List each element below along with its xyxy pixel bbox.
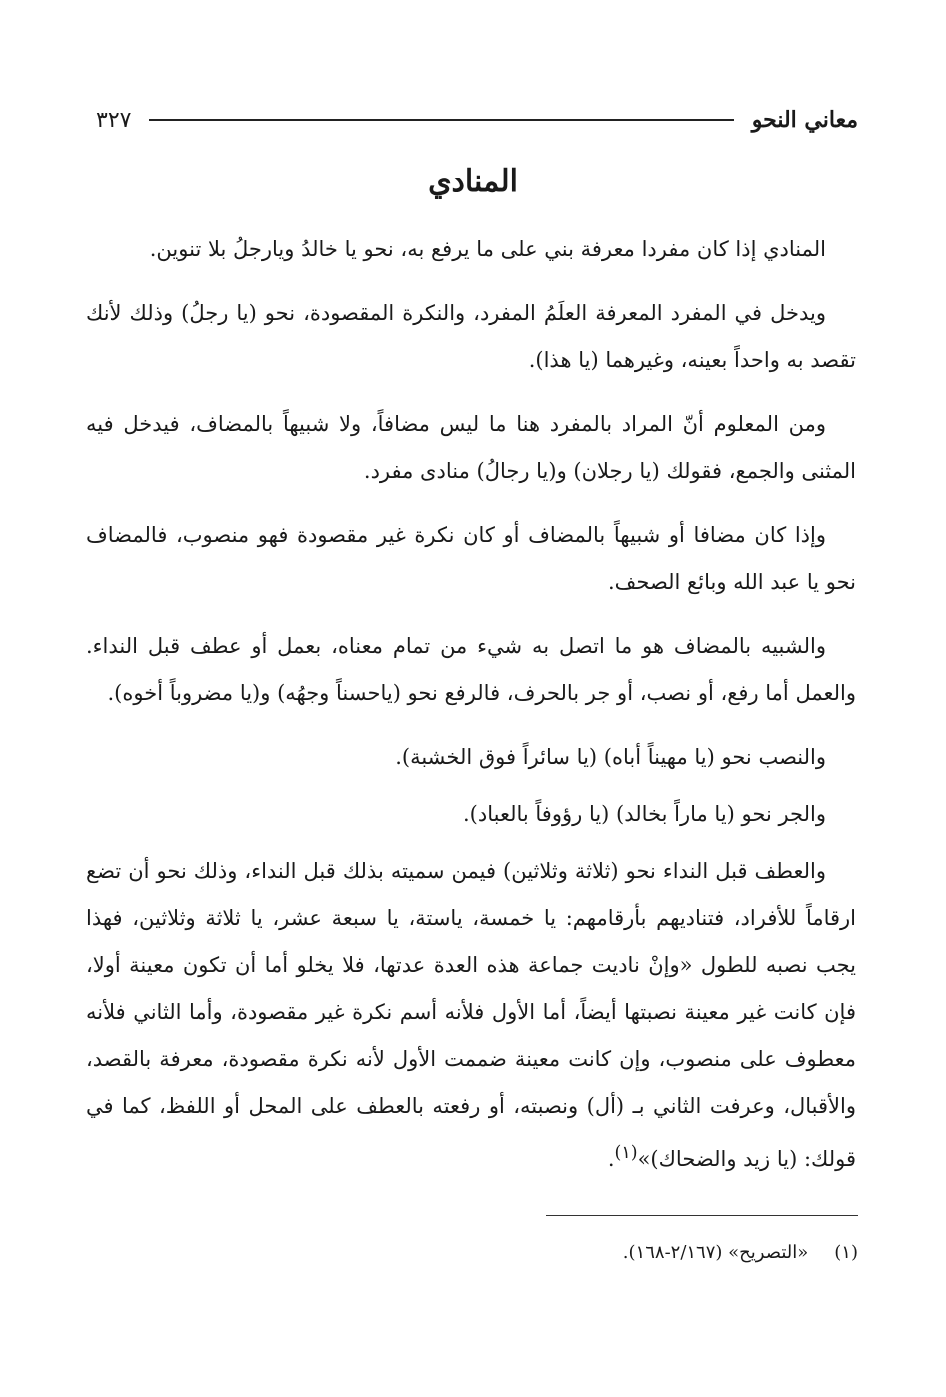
paragraph: المنادي إذا كان مفردا معرفة بني على ما يرفع به، نحو يا خالدُ ويارجلُ بلا تنوين. (149, 237, 826, 261)
paragraph-text: والعطف قبل النداء نحو (ثلاثة وثلاثين) فيمن سميته بذلك قبل النداء، وذلك نحو أن تضع ارقاماً للأفراد، فتناديهم بأرقامهم: يا خمسة، ياستة، يا سبعة عشر، يا ثلاثة وثلاثين، فهذا يجب نصبه للطول «وإنْ ناديت جماعة هذه العدة عدتها، فلا يخلو أما أن تكون معينة أولا، فإن كانت غير معينة نصبتها أيضاً، أما الأول فلأنه أسم نكرة غير مقصودة، وأما الثاني فلأنه معطوف على منصوب، وإن كانت معينة ضممت الأول لأنه نكرة مقصودة، معرفة بالقصد، والأقبال، وعرفت الثاني بـ (أل) ونصبته، أو رفعته بالعطف على المحل أو اللفظ، كما في قولك: (يا زيد والضحاك)» (86, 859, 856, 1171)
paragraph-last (86, 848, 856, 1183)
footnote-rule (546, 1215, 858, 1216)
body-text (86, 226, 856, 1200)
final-punctuation: . (607, 1147, 615, 1171)
paragraph: ويدخل في المفرد المعرفة العلَمُ المفرد، والنكرة المقصودة، نحو (يا رجلُ) وذلك لأنك تقصد به واحداً بعينه، وغيرهما (يا هذا). (86, 301, 856, 372)
page-number: ٣٢٧ (96, 107, 132, 133)
paragraph: والنصب نحو (يا مهيناً أباه) (يا سائراً فوق الخشبة). (395, 745, 826, 769)
running-title: معاني النحو (751, 107, 858, 133)
paragraph: والشبيه بالمضاف هو ما اتصل به شيء من تمام معناه، بعمل أو عطف قبل النداء. والعمل أما رفع، أو نصب، أو جر بالحرف، فالرفع نحو (ياحسناً وجهُه) و(يا مضروباً أخوه). (86, 634, 856, 705)
header-rule (149, 119, 733, 121)
paragraph: ومن المعلوم أنّ المراد بالمفرد هنا ما ليس مضافاً، ولا شبيهاً بالمضاف، فيدخل فيه المثنى والجمع، فقولك (يا رجلان) و(يا رجالُ) منادى مفرد. (86, 412, 856, 483)
footnote-reference: (١) (614, 1143, 638, 1163)
footnote-number: (١) (834, 1242, 858, 1263)
running-header (96, 100, 858, 140)
paragraph: وإذا كان مضافا أو شبيهاً بالمضاف أو كان نكرة غير مقصودة فهو منصوب، فالمضاف نحو يا عبد الله وبائع الصحف. (86, 523, 856, 594)
footnote-text: «التصريح» (٢/١٦٧-١٦٨). (622, 1242, 809, 1263)
footnote (86, 1236, 858, 1270)
paragraph: والجر نحو (يا ماراً بخالد) (يا رؤوفاً بالعباد). (463, 802, 826, 826)
section-title: المنادي (428, 164, 518, 199)
